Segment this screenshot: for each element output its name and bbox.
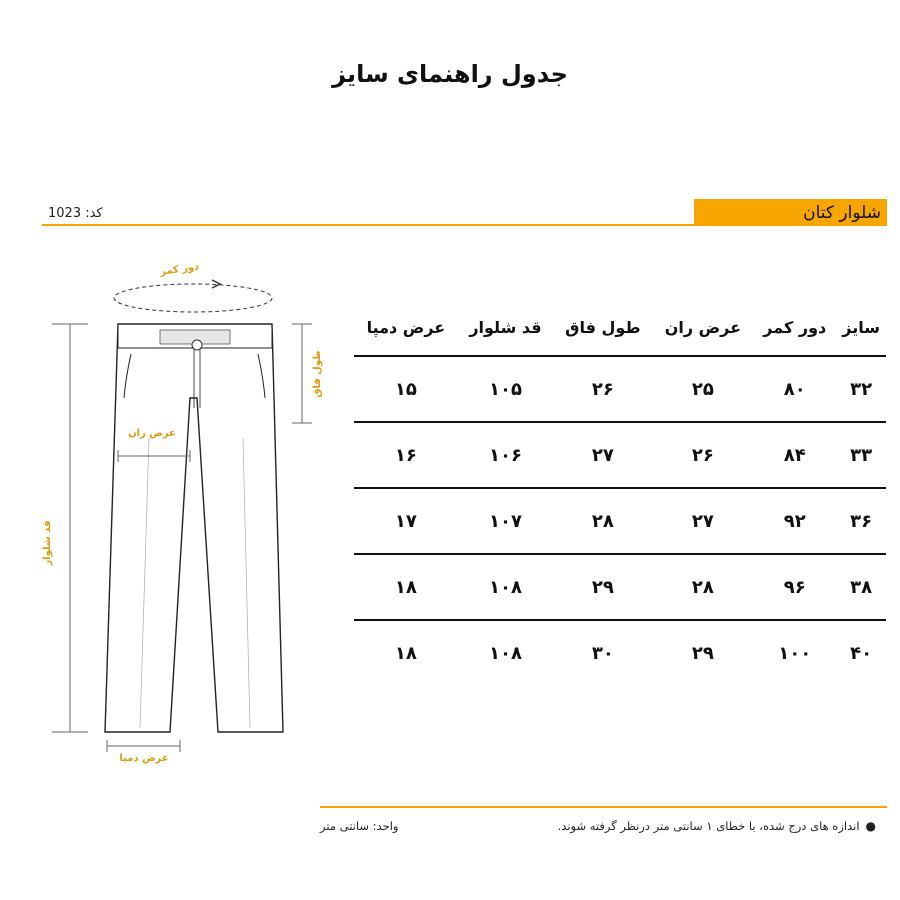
table-cell: ۱۵ — [354, 356, 458, 422]
rise-dimension — [292, 324, 312, 423]
table-cell: ۲۶ — [653, 422, 754, 488]
table-cell: ۱۸ — [354, 554, 458, 620]
table-cell: ۳۶ — [836, 488, 886, 554]
hem-label: عرض دمپا — [119, 753, 169, 764]
table-cell: ۲۷ — [653, 488, 754, 554]
table-row — [354, 422, 886, 488]
table-cell: ۱۰۰ — [778, 642, 812, 664]
table-cell: ۹۲ — [753, 488, 836, 554]
table-cell: ۴۰ — [850, 642, 873, 664]
rise-label: طول فاق — [312, 350, 323, 398]
table-row — [354, 356, 886, 422]
waist-ellipse — [114, 284, 272, 312]
unit-label: واحد: سانتی متر — [320, 819, 399, 833]
footer-note — [558, 819, 876, 833]
table-cell: ۲۵ — [653, 356, 754, 422]
table-cell: ۲۹ — [691, 642, 714, 664]
product-code: کد: 1023 — [48, 206, 103, 221]
length-dimension — [52, 324, 88, 732]
table-row — [354, 554, 886, 620]
table-cell: ۳۲ — [836, 356, 886, 422]
product-tab — [694, 199, 887, 226]
table-cell: ۲۹ — [553, 554, 652, 620]
table-cell: ۲۶ — [553, 356, 652, 422]
table-cell: ۲۸ — [553, 488, 652, 554]
table-cell: ۲۸ — [653, 554, 754, 620]
table-header-row — [354, 300, 886, 356]
footer-divider — [320, 806, 887, 808]
size-table — [354, 300, 886, 685]
col-header-size: سایز — [836, 300, 886, 356]
table-cell: ۳۳ — [836, 422, 886, 488]
col-header-length: قد شلوار — [458, 300, 553, 356]
table-cell: ۹۶ — [753, 554, 836, 620]
table-cell: ۲۷ — [553, 422, 652, 488]
table-cell: ۱۶ — [354, 422, 458, 488]
page-title: جدول راهنمای سایز — [332, 60, 568, 88]
table-cell: ۱۰۸ — [488, 642, 522, 664]
length-label: قد شلوار — [42, 520, 53, 566]
table-cell: ۱۷ — [354, 488, 458, 554]
table-cell: ۱۸ — [394, 642, 417, 664]
col-header-waist: دور کمر — [753, 300, 836, 356]
table-cell: ۱۰۷ — [458, 488, 553, 554]
col-header-hem: عرض دمپا — [354, 300, 458, 356]
thigh-label: عرض ران — [128, 428, 176, 439]
col-header-thigh: عرض ران — [653, 300, 754, 356]
table-cell: ۱۰۵ — [458, 356, 553, 422]
table-cell: ۱۰۸ — [458, 554, 553, 620]
table-cell: ۳۸ — [836, 554, 886, 620]
pants-diagram — [30, 258, 330, 778]
table-cell: ۱۰۶ — [458, 422, 553, 488]
button-icon — [192, 340, 202, 350]
footer-note-text: اندازه های درج شده، با خطای ۱ سانتی متر درنظر گرفته شوند. — [557, 819, 860, 833]
table-cell: ۳۰ — [591, 642, 614, 664]
table-row — [354, 488, 886, 554]
table-cell: ۸۴ — [753, 422, 836, 488]
table-cell: ۸۰ — [753, 356, 836, 422]
thigh-dimension — [118, 450, 190, 462]
hem-dimension — [107, 740, 180, 752]
pants-outline — [105, 324, 283, 732]
table-row — [354, 620, 886, 685]
waist-label: دور کمر — [159, 261, 200, 278]
col-header-rise: طول فاق — [553, 300, 652, 356]
bullet-icon: ● — [865, 819, 876, 833]
product-name: شلوار کتان — [803, 203, 881, 223]
